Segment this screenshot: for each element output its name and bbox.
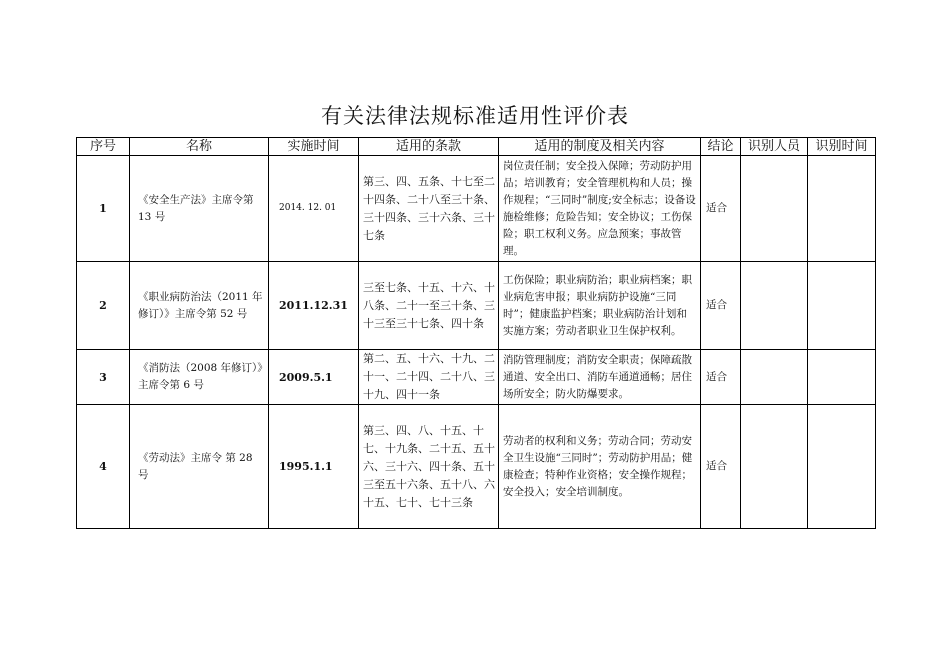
applicable-clauses: 第三、四、五条、十七至二十四条、二十八至三十条、三十四条、三十六条、三十七条: [359, 156, 499, 262]
identification-time: [808, 350, 876, 405]
identifier: [741, 405, 808, 529]
law-name: 《安全生产法》主席令第 13 号: [130, 156, 269, 262]
applicable-content: 劳动者的权利和义务；劳动合同；劳动安全卫生设施“三同时”；劳动防护用品；健康检查；特种作业资格；安全操作规程；安全投入；安全培训制度。: [499, 405, 701, 529]
row-number: 3: [77, 350, 130, 405]
header-id-time: 识别时间: [808, 138, 876, 156]
identifier: [741, 350, 808, 405]
identification-time: [808, 262, 876, 350]
table-row: [77, 350, 876, 405]
row-number: 2: [77, 262, 130, 350]
applicable-clauses: 第三、四、八、十五、十七、十九条、二十五、五十六、三十六、四十条、五十三至五十六条、五十八、六十五、七十、七十三条: [359, 405, 499, 529]
header-name: 名称: [130, 138, 269, 156]
header-identifier: 识别人员: [741, 138, 808, 156]
table-header-row: [77, 138, 876, 156]
effective-date: 2014. 12. 01: [269, 156, 359, 262]
page-title: 有关法律法规标准适用性评价表: [321, 104, 629, 128]
applicable-content: 工伤保险；职业病防治；职业病档案；职业病危害申报；职业病防护设施“三同时”；健康监护档案；职业病防治计划和实施方案；劳动者职业卫生保护权利。: [499, 262, 701, 350]
identifier: [741, 156, 808, 262]
header-conclusion: 结论: [701, 138, 741, 156]
effective-date: 1995.1.1: [269, 405, 359, 529]
identification-time: [808, 156, 876, 262]
row-number: 4: [77, 405, 130, 529]
header-date: 实施时间: [269, 138, 359, 156]
law-name: 《消防法（2008 年修订）》主席令第 6 号: [130, 350, 269, 405]
table-row: [77, 405, 876, 529]
identifier: [741, 262, 808, 350]
header-no: 序号: [77, 138, 130, 156]
conclusion: 适合: [701, 156, 741, 262]
applicable-content: 消防管理制度；消防安全职责；保障疏散通道、安全出口、消防车通道通畅；居住场所安全；防火防爆要求。: [499, 350, 701, 405]
header-clauses: 适用的条款: [359, 138, 499, 156]
applicable-clauses: 第二、五、十六、十九、二十一、二十四、二十八、三十九、四十一条: [359, 350, 499, 405]
conclusion: 适合: [701, 262, 741, 350]
evaluation-table: [76, 137, 876, 529]
row-number: 1: [77, 156, 130, 262]
effective-date: 2009.5.1: [269, 350, 359, 405]
header-content: 适用的制度及相关内容: [499, 138, 701, 156]
identification-time: [808, 405, 876, 529]
table-row: [77, 156, 876, 262]
applicable-content: 岗位责任制；安全投入保障；劳动防护用品；培训教育；安全管理机构和人员；操作规程；“三同时”制度;安全标志；设备设施检维修；危险告知；安全协议；工伤保险；职工权利义务。应急预案；事故管理。: [499, 156, 701, 262]
conclusion: 适合: [701, 350, 741, 405]
conclusion: 适合: [701, 405, 741, 529]
effective-date: 2011.12.31: [269, 262, 359, 350]
law-name: 《职业病防治法（2011 年修订）》主席令第 52 号: [130, 262, 269, 350]
table-row: [77, 262, 876, 350]
applicable-clauses: 三至七条、十五、十六、十八条、二十一至三十条、三十三至三十七条、四十条: [359, 262, 499, 350]
law-name: 《劳动法》主席令 第 28 号: [130, 405, 269, 529]
